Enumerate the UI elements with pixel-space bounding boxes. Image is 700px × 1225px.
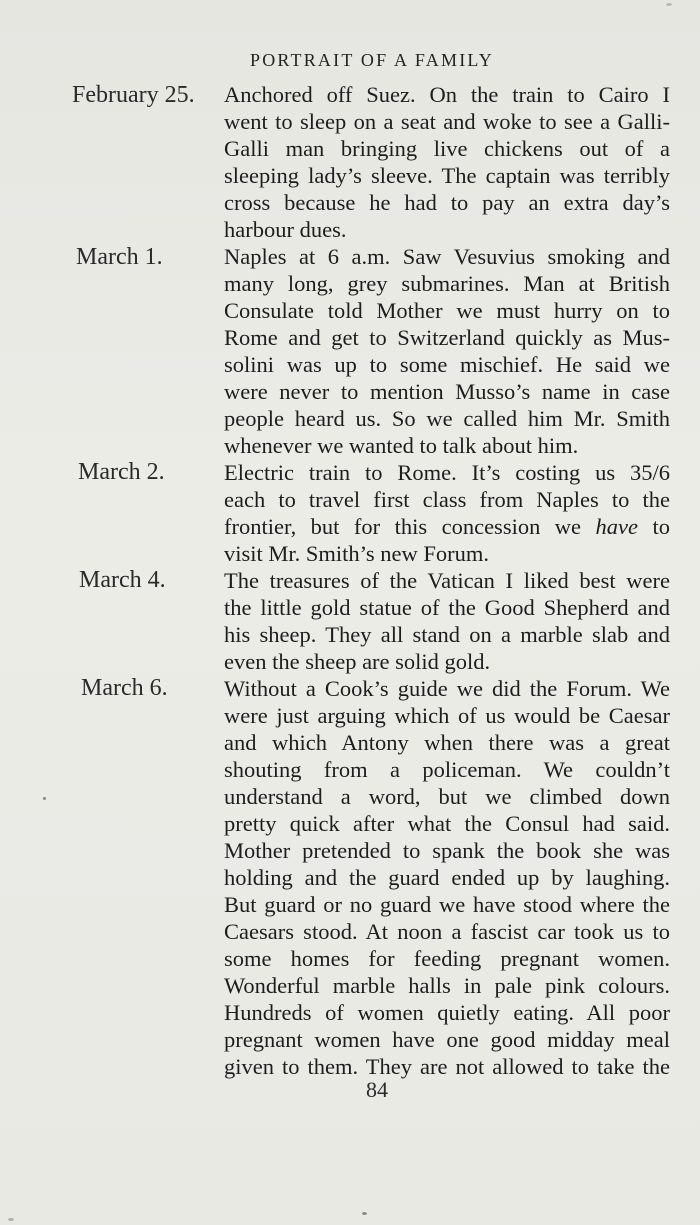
diary-text (224, 81, 670, 1080)
text-line: harbour dues. (224, 217, 347, 242)
date-march-2: March 2. (78, 459, 165, 485)
text-line: went to sleep on a seat and woke to see a Galli- (224, 109, 670, 134)
paper-speck (362, 1212, 367, 1215)
text-line: The treasures of the Vatican I liked best were (224, 568, 670, 593)
text-line: Galli man bringing live chickens out of a (224, 136, 670, 161)
text-line: understand a word, but we climbed down (224, 784, 670, 809)
text-line: were never to mention Musso’s name in case (224, 379, 670, 404)
text-line: Wonderful marble halls in pale pink colours. (224, 973, 670, 998)
text-line: Without a Cook’s guide we did the Forum. We (224, 676, 670, 701)
text-line: many long, grey submarines. Man at British (224, 271, 670, 296)
text-line: people heard us. So we called him Mr. Smith (224, 406, 670, 431)
text-line: shouting from a policeman. We couldn’t (224, 757, 670, 782)
paper-speck (666, 3, 672, 6)
text-line: each to travel first class from Naples to the (224, 487, 670, 512)
text-line: and which Antony when there was a great (224, 730, 670, 755)
text-line: Mother pretended to spank the book she was (224, 838, 670, 863)
date-march-6: March 6. (81, 675, 168, 701)
text-line: holding and the guard ended up by laughing. (224, 865, 670, 890)
text-line: visit Mr. Smith’s new Forum. (224, 541, 490, 566)
date-march-4: March 4. (79, 567, 166, 593)
paper-speck (43, 797, 46, 800)
text-line: given to them. They are not allowed to take the (224, 1054, 670, 1079)
text-line: whenever we wanted to talk about him. (224, 433, 579, 458)
text-line: pregnant women have one good midday meal (224, 1027, 670, 1052)
text-line: even the sheep are solid gold. (224, 649, 491, 674)
text-line: pretty quick after what the Consul had said. (224, 811, 670, 836)
text-line: his sheep. They all stand on a marble slab and (224, 622, 670, 647)
text-line: some homes for feeding pregnant women. (224, 946, 670, 971)
text-line: Anchored off Suez. On the train to Cairo I (224, 82, 670, 107)
text-line: were just arguing which of us would be Caesar (224, 703, 670, 728)
text-line: Hundreds of women quietly eating. All poor (224, 1000, 670, 1025)
text-line: Electric train to Rome. It’s costing us 35/6 (224, 460, 670, 485)
page-number: 84 (366, 1077, 388, 1102)
text-line: But guard or no guard we have stood where the (224, 892, 670, 917)
italic-word: have (595, 514, 639, 539)
date-february-25: February 25. (72, 82, 195, 108)
text-line: the little gold statue of the Good Shepherd and (224, 595, 670, 620)
text-line: Caesars stood. At noon a fascist car took us to (224, 919, 670, 944)
text-line: Rome and get to Switzerland quickly as Mus- (224, 325, 670, 350)
running-head: PORTRAIT OF A FAMILY (250, 50, 494, 70)
text-line: Consulate told Mother we must hurry on to (224, 298, 670, 323)
text-line: Naples at 6 a.m. Saw Vesuvius smoking and (224, 244, 670, 269)
paper-speck (8, 1218, 14, 1221)
text-line: sleeping lady’s sleeve. The captain was terribly (224, 163, 670, 188)
text-segment: frontier, but for this concession we (224, 514, 582, 539)
text-line-with-italic (224, 513, 670, 540)
text-segment: to (652, 514, 671, 539)
date-march-1: March 1. (76, 244, 163, 270)
text-line: solini was up to some mischief. He said we (224, 352, 670, 377)
text-line: cross because he had to pay an extra day’s (224, 190, 670, 215)
